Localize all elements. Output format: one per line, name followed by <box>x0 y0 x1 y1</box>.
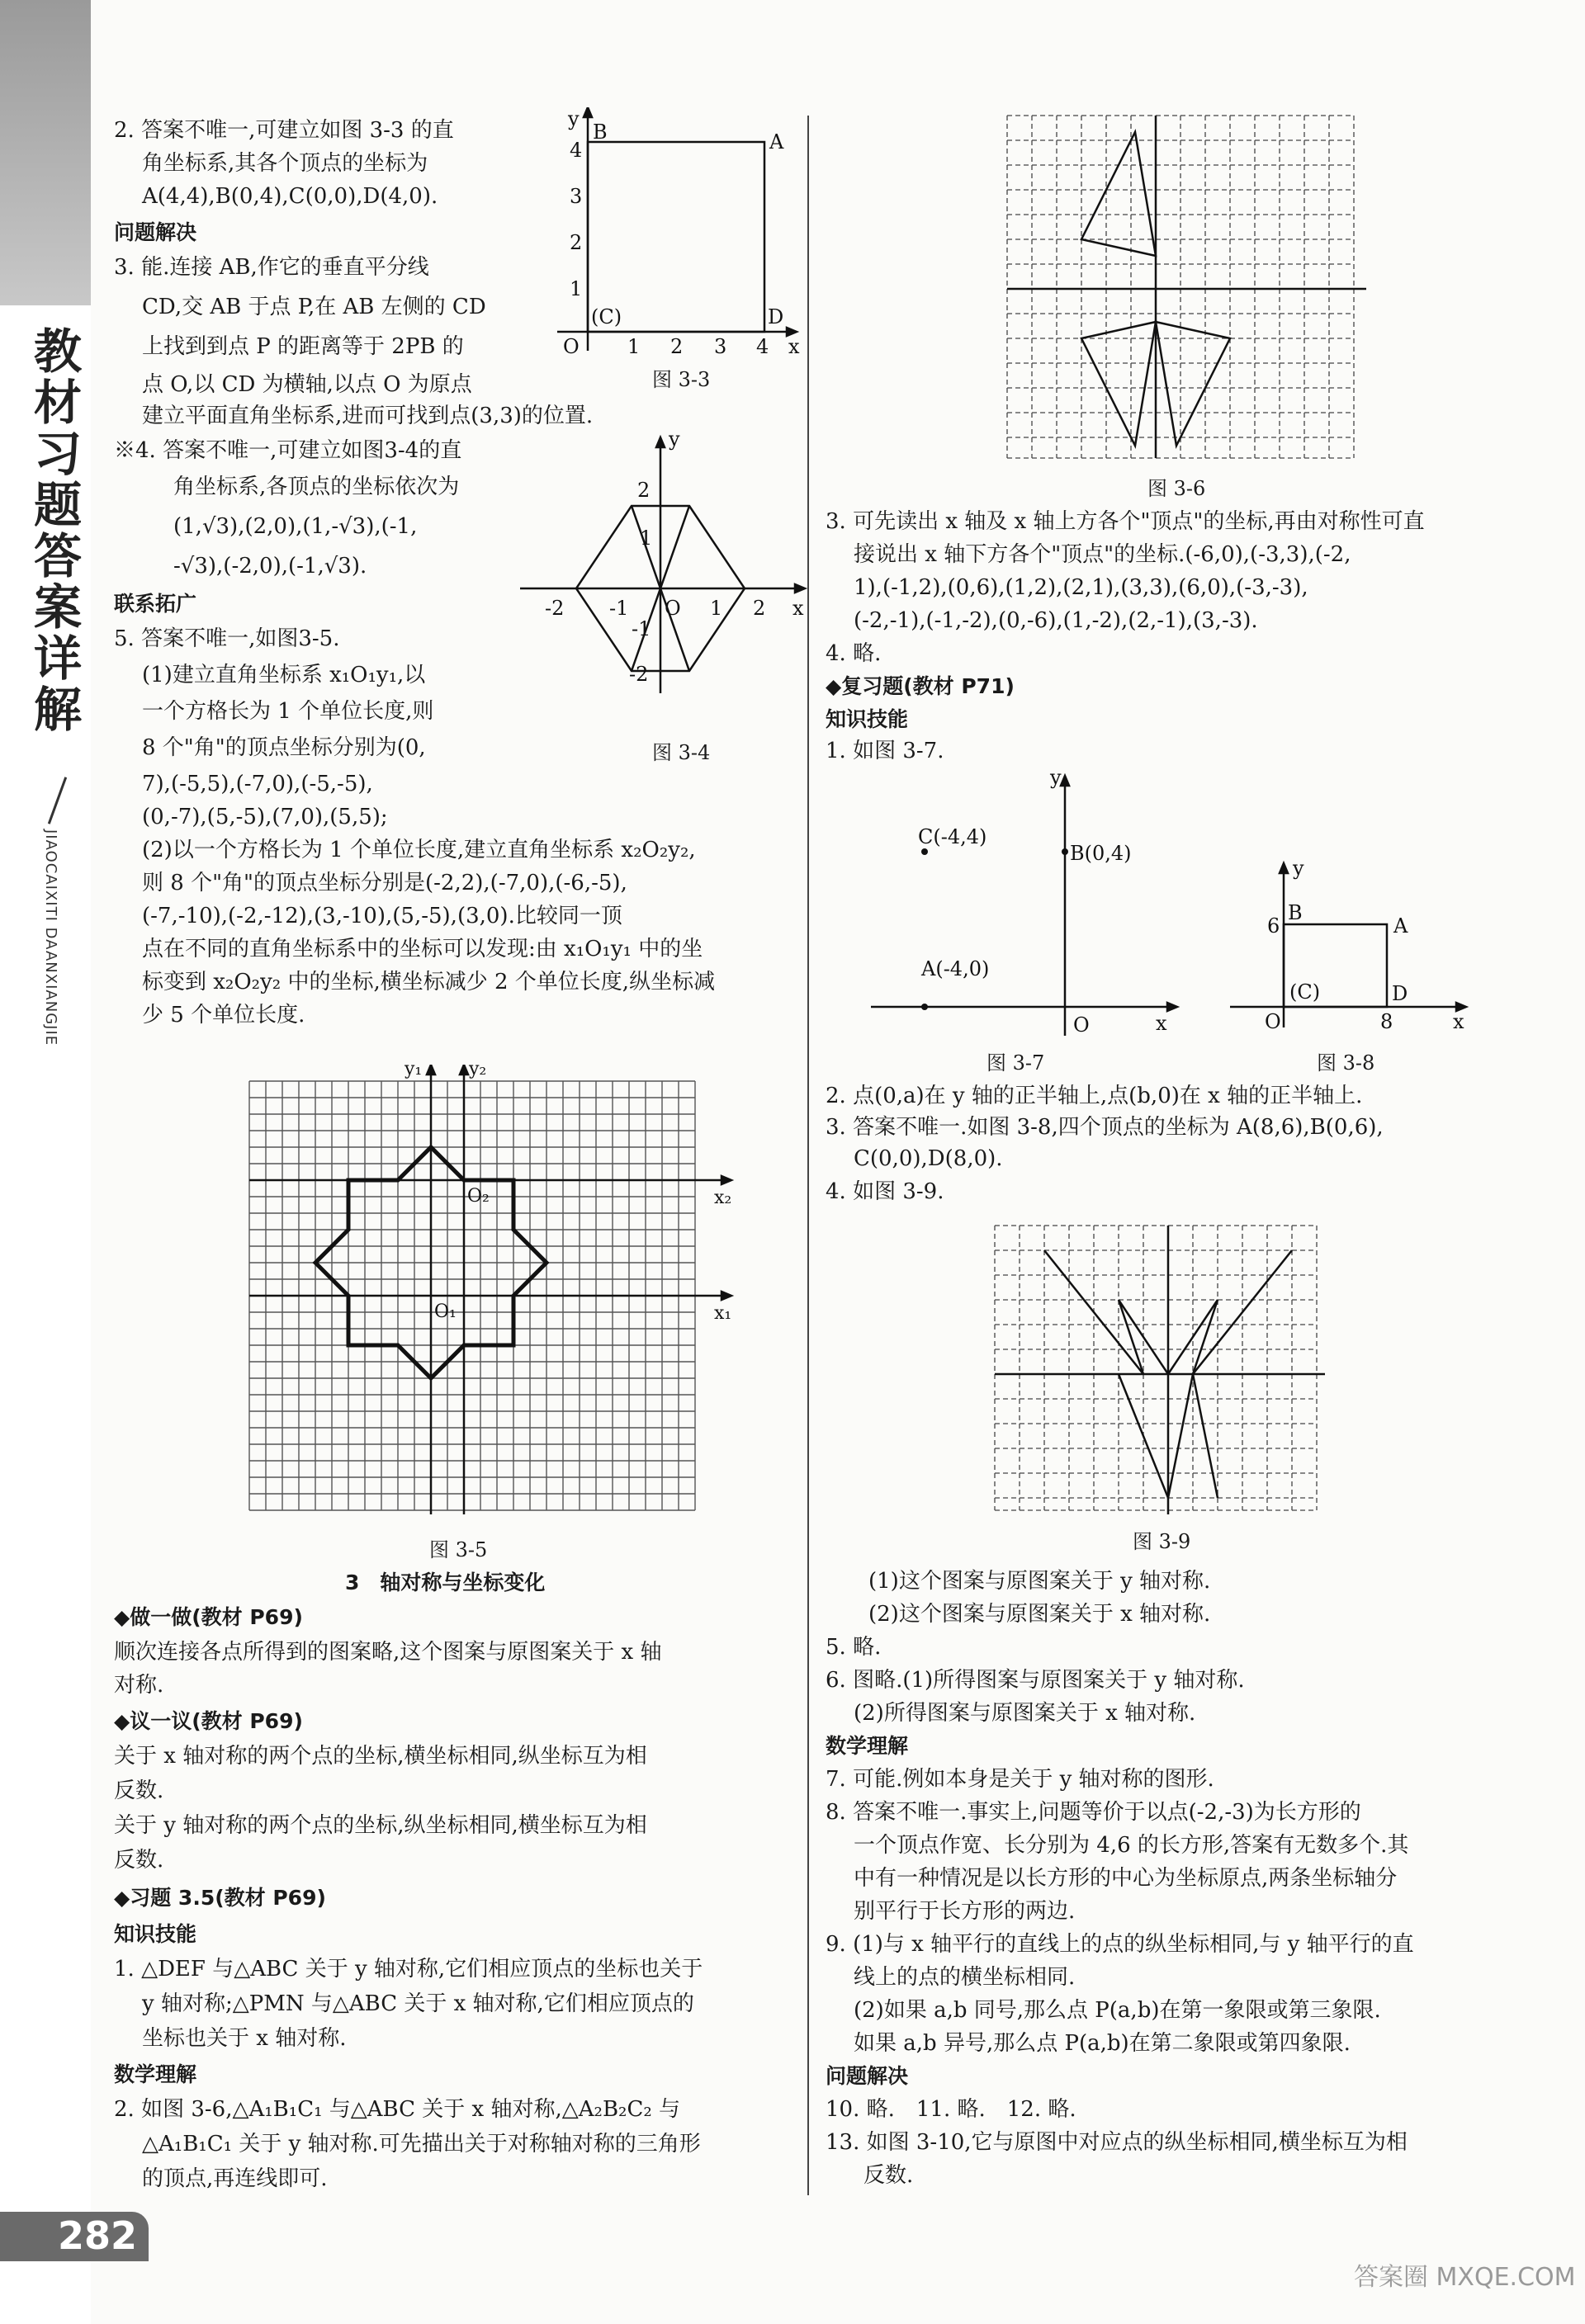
page-number-badge <box>0 2212 149 2261</box>
text-line: (-2,-1),(-1,-2),(0,-6),(1,-2),(2,-1),(3,-3). <box>854 608 1258 633</box>
text-line: 坐标也关于 x 轴对称. <box>142 2026 347 2051</box>
text-line: 中有一种情况是以长方形的中心为坐标原点,两条坐标轴分 <box>854 1866 1398 1891</box>
spine-pinyin: JIAOCAIXITI DAANXIANGJIE <box>42 829 59 1046</box>
text-line: y 轴对称;△PMN 与△ABC 关于 x 轴对称,它们相应顶点的 <box>142 1991 694 2016</box>
text-line: A(4,4),B(0,4),C(0,0),D(4,0). <box>142 184 438 209</box>
fig37-x-label: x <box>1156 1012 1167 1035</box>
figure-3-3 <box>545 107 809 363</box>
text-line: 标变到 x₂O₂y₂ 中的坐标,横坐标减少 2 个单位长度,纵坐标减 <box>142 970 716 994</box>
fig38-tick-8: 8 <box>1380 1010 1393 1033</box>
section-heading: 知识技能 <box>826 707 909 731</box>
text-line: 线上的点的横坐标相同. <box>854 1965 1076 1990</box>
caption-3-6: 图 3-6 <box>1147 477 1206 500</box>
fig35-o1: O₁ <box>434 1301 457 1322</box>
text-line: (1)这个图案与原图案关于 y 轴对称. <box>868 1569 1211 1594</box>
fig35-x2: x₂ <box>714 1188 732 1208</box>
fig38-label-d: D <box>1392 982 1408 1005</box>
fig38-origin: O <box>1265 1010 1281 1033</box>
watermark: 答案圈 MXQE.COM <box>1354 2263 1576 2292</box>
text-line: 2. 答案不唯一,可建立如图 3-3 的直 <box>114 118 454 143</box>
text-line: 3. 能.连接 AB,作它的垂直平分线 <box>114 255 429 280</box>
text-line: 接说出 x 轴下方各个"顶点"的坐标.(-6,0),(-3,3),(-2, <box>854 542 1351 567</box>
text-line: 少 5 个单位长度. <box>142 1003 305 1027</box>
fig37-label-b: B(0,4) <box>1070 842 1132 865</box>
text-line: 1. 如图 3-7. <box>826 739 944 763</box>
fig35-o2: O₂ <box>467 1186 490 1207</box>
text-line: 5. 答案不唯一,如图3-5. <box>114 626 340 651</box>
text-line: 7. 可能.例如本身是关于 y 轴对称的图形. <box>826 1767 1214 1792</box>
fig37-origin: O <box>1073 1013 1090 1037</box>
fig33-tick: 1 <box>570 277 583 300</box>
text-line: 对称. <box>114 1673 164 1698</box>
fig35-x1: x₁ <box>714 1303 732 1324</box>
figure-3-6 <box>999 111 1379 466</box>
fig33-x-label: x <box>788 335 800 358</box>
text-line: (0,-7),(5,-5),(7,0),(5,5); <box>142 805 388 829</box>
spine-title: 教材习题答案详解 <box>26 326 82 735</box>
text-line: (2)这个图案与原图案关于 x 轴对称. <box>868 1602 1211 1627</box>
fig38-label-a: A <box>1393 914 1408 938</box>
fig37-point-c <box>921 848 928 855</box>
section-heading: 数学理解 <box>826 1734 909 1758</box>
text-line: 2. 如图 3-6,△A₁B₁C₁ 与△ABC 关于 x 轴对称,△A₂B₂C₂ 与 <box>114 2097 681 2122</box>
fig33-tick: 3 <box>714 335 727 358</box>
text-line: 顺次连接各点所得到的图案略,这个图案与原图案关于 x 轴 <box>114 1640 662 1665</box>
fig33-label-d: D <box>768 305 784 328</box>
text-line: 9. (1)与 x 轴平行的直线上的点的纵坐标相同,与 y 轴平行的直 <box>826 1932 1414 1957</box>
text-line: (1,√3),(2,0),(1,-√3),(-1, <box>173 514 418 539</box>
fig34-tick: -2 <box>629 663 649 686</box>
text-line: 7),(-5,5),(-7,0),(-5,-5), <box>142 772 373 796</box>
fig33-y-label: y <box>568 107 580 130</box>
text-line: (2)如果 a,b 同号,那么点 P(a,b)在第一象限或第三象限. <box>854 1998 1381 2023</box>
text-line: 则 8 个"角"的顶点坐标分别是(-2,2),(-7,0),(-6,-5), <box>142 871 627 895</box>
section-heading: ◆习题 3.5(教材 P69) <box>114 1886 326 1910</box>
fig34-tick: 1 <box>710 597 723 620</box>
text-line: 4. 略. <box>826 641 882 666</box>
fig34-origin: O <box>665 597 681 620</box>
section-heading: 数学理解 <box>114 2062 197 2086</box>
page-number: 282 <box>58 2213 138 2258</box>
text-line: 6. 图略.(1)所得图案与原图案关于 y 轴对称. <box>826 1668 1245 1693</box>
section-heading: ◆议一议(教材 P69) <box>114 1709 303 1733</box>
text-line: (1)建立直角坐标系 x₁O₁y₁,以 <box>142 663 426 687</box>
text-line: 上找到到点 P 的距离等于 2PB 的 <box>142 334 464 359</box>
figure-3-8 <box>1222 858 1469 1040</box>
fig33-label-origin: O <box>563 335 580 358</box>
spine <box>0 0 91 2324</box>
text-line: 如果 a,b 异号,那么点 P(a,b)在第二象限或第四象限. <box>854 2031 1351 2056</box>
text-line: 1),(-1,2),(0,6),(1,2),(2,1),(3,3),(6,0),(-3,-3), <box>854 575 1308 600</box>
fig35-y1: y₁ <box>405 1065 423 1079</box>
text-line: 反数. <box>114 1848 164 1873</box>
fig34-tick: -2 <box>545 597 565 620</box>
text-line: 角坐标系,各顶点的坐标依次为 <box>173 475 460 499</box>
text-line: 4. 如图 3-9. <box>826 1179 944 1204</box>
fig33-tick: 1 <box>627 335 641 358</box>
fig34-tick: -1 <box>609 597 629 620</box>
text-line: 关于 x 轴对称的两个点的坐标,横坐标相同,纵坐标互为相 <box>114 1744 647 1769</box>
fig38-y-label: y <box>1293 858 1304 880</box>
fig38-tick-6: 6 <box>1267 914 1280 938</box>
text-line: △A₁B₁C₁ 关于 y 轴对称.可先描出关于对称轴对称的三角形 <box>142 2132 701 2156</box>
fig34-tick: 2 <box>753 597 766 620</box>
fig37-label-c: C(-4,4) <box>918 825 987 848</box>
text-line: 建立平面直角坐标系,进而可找到点(3,3)的位置. <box>142 404 594 428</box>
text-line: 角坐标系,其各个顶点的坐标为 <box>142 151 428 176</box>
fig33-tick: 4 <box>570 139 583 162</box>
section-heading: 知识技能 <box>114 1922 197 1946</box>
text-line: C(0,0),D(8,0). <box>854 1146 1003 1171</box>
fig38-label-c: (C) <box>1289 980 1321 1004</box>
text-line: 13. 如图 3-10,它与原图中对应点的纵坐标相同,横坐标互为相 <box>826 2130 1408 2155</box>
fig37-label-a: A(-4,0) <box>921 957 990 980</box>
caption-3-3: 图 3-3 <box>652 368 711 391</box>
text-line: 反数. <box>114 1778 164 1803</box>
fig33-tick: 2 <box>670 335 684 358</box>
section-title: 3 轴对称与坐标变化 <box>345 1571 546 1594</box>
text-line: 8 个"角"的顶点坐标分别为(0, <box>142 735 426 760</box>
text-line: 一个方格长为 1 个单位长度,则 <box>142 699 434 724</box>
section-heading: 联系拓广 <box>114 592 197 616</box>
figure-3-7 <box>867 768 1180 1040</box>
text-line: CD,交 AB 于点 P,在 AB 左侧的 CD <box>142 295 486 319</box>
text-line: 反数. <box>863 2163 914 2188</box>
fig33-label-a: A <box>769 130 784 154</box>
text-line: 别平行于长方形的两边. <box>854 1899 1076 1924</box>
fig38-label-b: B <box>1288 901 1303 924</box>
caption-3-9: 图 3-9 <box>1133 1530 1191 1553</box>
fig34-tick: 1 <box>640 527 653 550</box>
fig33-label-c: (C) <box>591 305 622 328</box>
fig37-point-b <box>1062 848 1068 855</box>
text-line: (-7,-10),(-2,-12),(3,-10),(5,-5),(3,0).比较同一顶 <box>142 904 622 928</box>
figure-3-9 <box>991 1221 1337 1519</box>
fig33-tick: 2 <box>570 231 583 254</box>
text-line: (2)所得图案与原图案关于 x 轴对称. <box>854 1701 1196 1726</box>
spine-divider <box>48 777 67 824</box>
caption-3-5: 图 3-5 <box>429 1538 488 1561</box>
section-heading: ◆做一做(教材 P69) <box>114 1605 303 1629</box>
text-line: 3. 可先读出 x 轴及 x 轴上方各个"顶点"的坐标,再由对称性可直 <box>826 509 1425 534</box>
text-line: ※4. 答案不唯一,可建立如图3-4的直 <box>114 438 462 463</box>
fig34-tick: -1 <box>632 617 651 640</box>
text-line: 的顶点,再连线即可. <box>142 2166 328 2191</box>
text-line: 一个顶点作宽、长分别为 4,6 的长方形,答案有无数多个.其 <box>854 1833 1409 1858</box>
caption-3-8: 图 3-8 <box>1317 1051 1375 1075</box>
fig33-tick: 3 <box>570 185 583 208</box>
text-line: 10. 略. 11. 略. 12. 略. <box>826 2097 1076 2122</box>
text-line: 8. 答案不唯一.事实上,问题等价于以点(-2,-3)为长方形的 <box>826 1800 1361 1825</box>
figure-3-4 <box>512 429 809 701</box>
caption-3-4: 图 3-4 <box>652 741 711 764</box>
text-line: 3. 答案不唯一.如图 3-8,四个顶点的坐标为 A(8,6),B(0,6), <box>826 1115 1384 1140</box>
column-divider <box>807 116 809 2195</box>
section-heading: ◆复习题(教材 P71) <box>826 674 1015 698</box>
text-line: 点 O,以 CD 为横轴,以点 O 为原点 <box>142 372 472 397</box>
text-line: 5. 略. <box>826 1635 882 1660</box>
text-line: 关于 y 轴对称的两个点的坐标,纵坐标相同,横坐标互为相 <box>114 1813 647 1838</box>
fig34-y-label: y <box>669 429 680 451</box>
fig33-tick: 4 <box>756 335 769 358</box>
section-heading: 问题解决 <box>114 220 197 244</box>
fig34-x-label: x <box>792 597 804 620</box>
text-line: 点在不同的直角坐标系中的坐标可以发现:由 x₁O₁y₁ 中的坐 <box>142 937 703 961</box>
fig38-x-label: x <box>1453 1010 1464 1033</box>
fig33-label-b: B <box>593 120 608 144</box>
figure-3-5 <box>239 1065 751 1527</box>
text-line: -√3),(-2,0),(-1,√3). <box>173 554 367 579</box>
caption-3-7: 图 3-7 <box>986 1051 1045 1075</box>
fig35-y2: y₂ <box>469 1065 487 1079</box>
text-line: 2. 点(0,a)在 y 轴的正半轴上,点(b,0)在 x 轴的正半轴上. <box>826 1084 1363 1108</box>
text-line: (2)以一个方格长为 1 个单位长度,建立直角坐标系 x₂O₂y₂, <box>142 838 696 862</box>
fig34-tick: 2 <box>637 479 651 502</box>
text-line: 1. △DEF 与△ABC 关于 y 轴对称,它们相应顶点的坐标也关于 <box>114 1957 703 1982</box>
fig37-y-label: y <box>1050 768 1062 789</box>
section-heading: 问题解决 <box>826 2064 909 2088</box>
spine-header-band <box>0 0 91 305</box>
fig37-point-a <box>921 1004 928 1010</box>
